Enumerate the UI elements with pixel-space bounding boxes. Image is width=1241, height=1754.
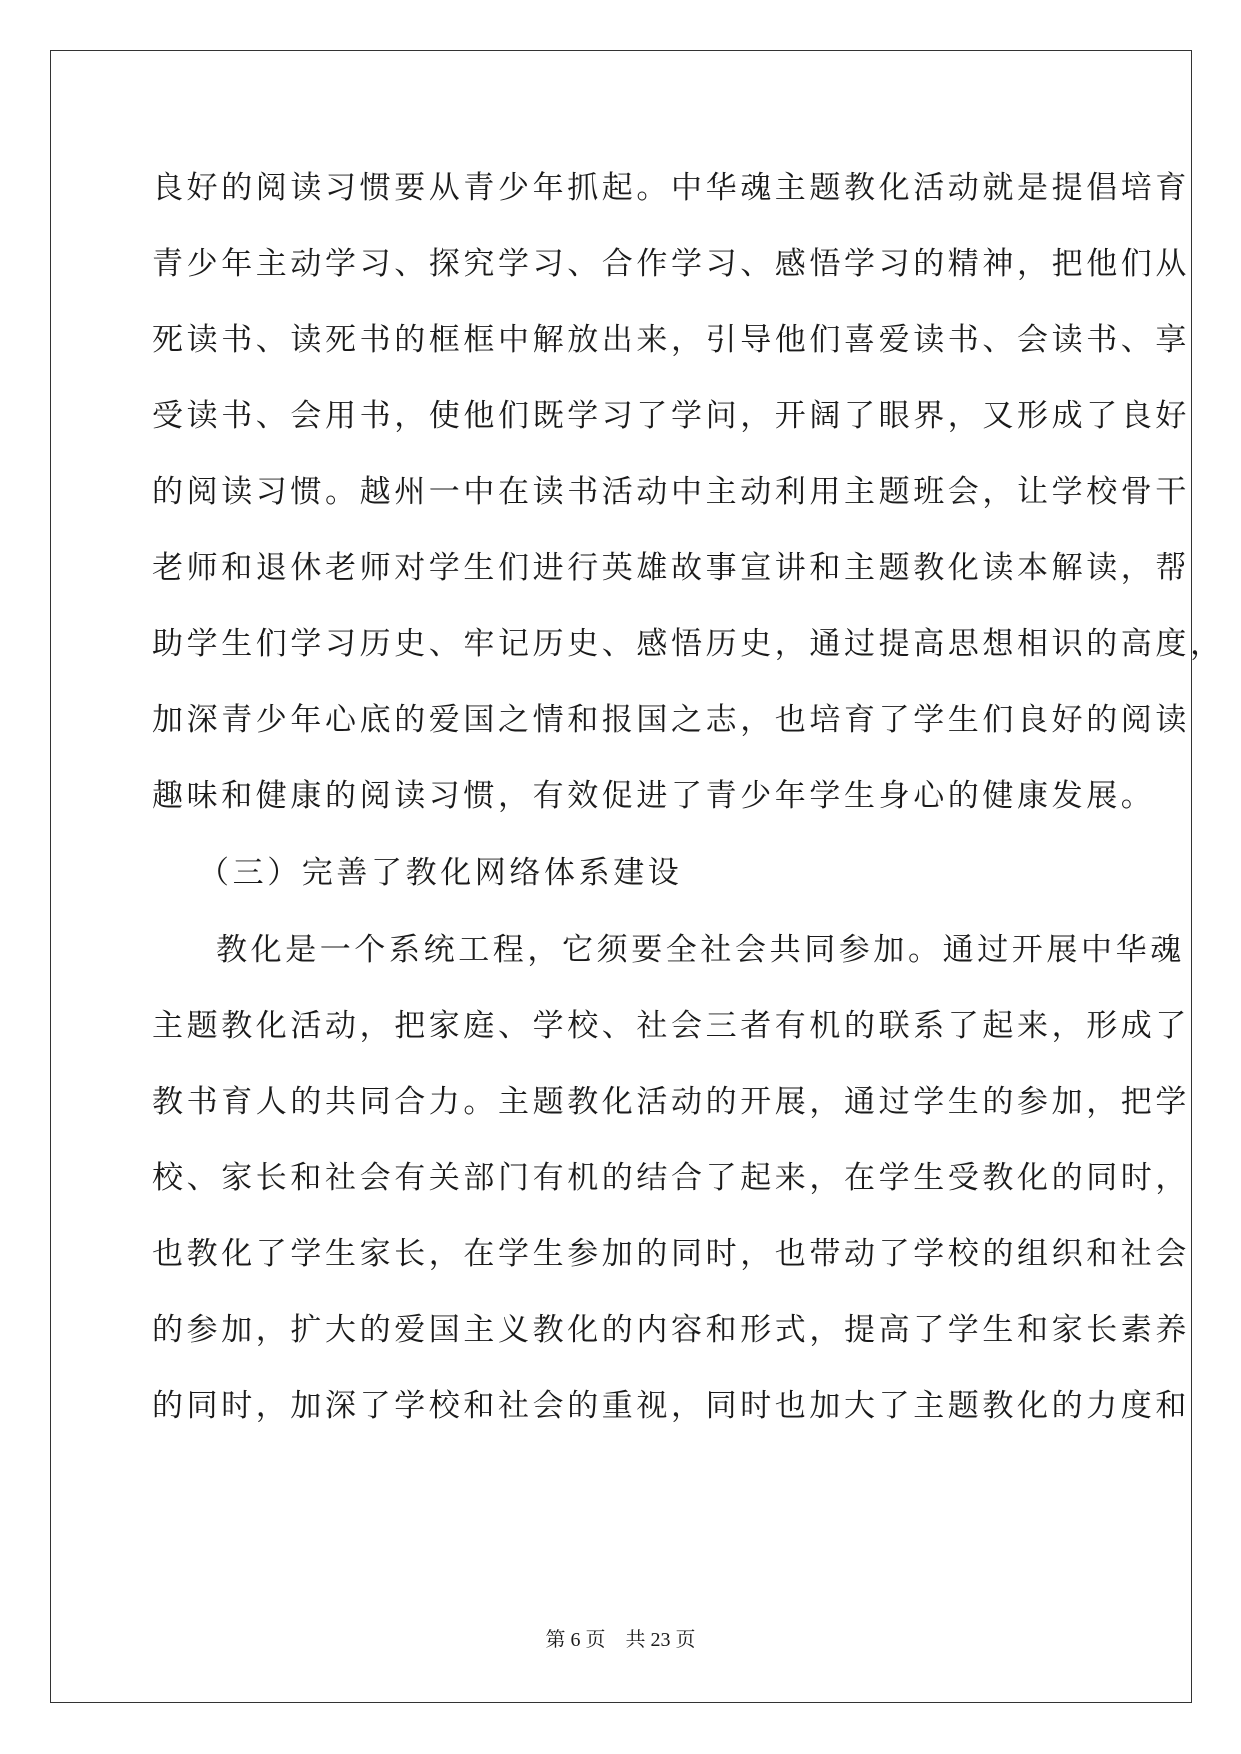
body-line-1: 良好的阅读习惯要从青少年抓起。中华魂主题教化活动就是提倡培育 [152, 170, 1190, 206]
body-line-9: 趣味和健康的阅读习惯，有效促进了青少年学生身心的健康发展。 [152, 778, 1156, 814]
body-line-13: 教书育人的共同合力。主题教化活动的开展，通过学生的参加，把学 [152, 1084, 1190, 1120]
body-line-17: 的同时，加深了学校和社会的重视，同时也加大了主题教化的力度和 [152, 1388, 1190, 1424]
body-line-16: 的参加，扩大的爱国主义教化的内容和形式，提高了学生和家长素养 [152, 1312, 1190, 1348]
body-line-7: 助学生们学习历史、牢记历史、感悟历史，通过提高思想相识的高度， [152, 626, 1225, 662]
page-footer: 第 6 页 共 23 页 [545, 1629, 696, 1651]
body-line-3: 死读书、读死书的框框中解放出来，引导他们喜爱读书、会读书、享 [152, 322, 1190, 358]
section-heading: （三）完善了教化网络体系建设 [198, 855, 683, 891]
body-line-11: 教化是一个系统工程，它须要全社会共同参加。通过开展中华魂 [216, 932, 1185, 968]
body-line-4: 受读书、会用书，使他们既学习了学问，开阔了眼界，又形成了良好 [152, 398, 1190, 434]
body-line-14: 校、家长和社会有关部门有机的结合了起来，在学生受教化的同时， [152, 1160, 1190, 1196]
body-line-6: 老师和退休老师对学生们进行英雄故事宣讲和主题教化读本解读，帮 [152, 550, 1190, 586]
body-line-15: 也教化了学生家长，在学生参加的同时，也带动了学校的组织和社会 [152, 1236, 1190, 1272]
body-line-8: 加深青少年心底的爱国之情和报国之志，也培育了学生们良好的阅读 [152, 702, 1190, 738]
body-line-2: 青少年主动学习、探究学习、合作学习、感悟学习的精神，把他们从 [152, 246, 1190, 282]
body-line-5: 的阅读习惯。越州一中在读书活动中主动利用主题班会，让学校骨干 [152, 474, 1190, 510]
body-line-12: 主题教化活动，把家庭、学校、社会三者有机的联系了起来，形成了 [152, 1008, 1190, 1044]
